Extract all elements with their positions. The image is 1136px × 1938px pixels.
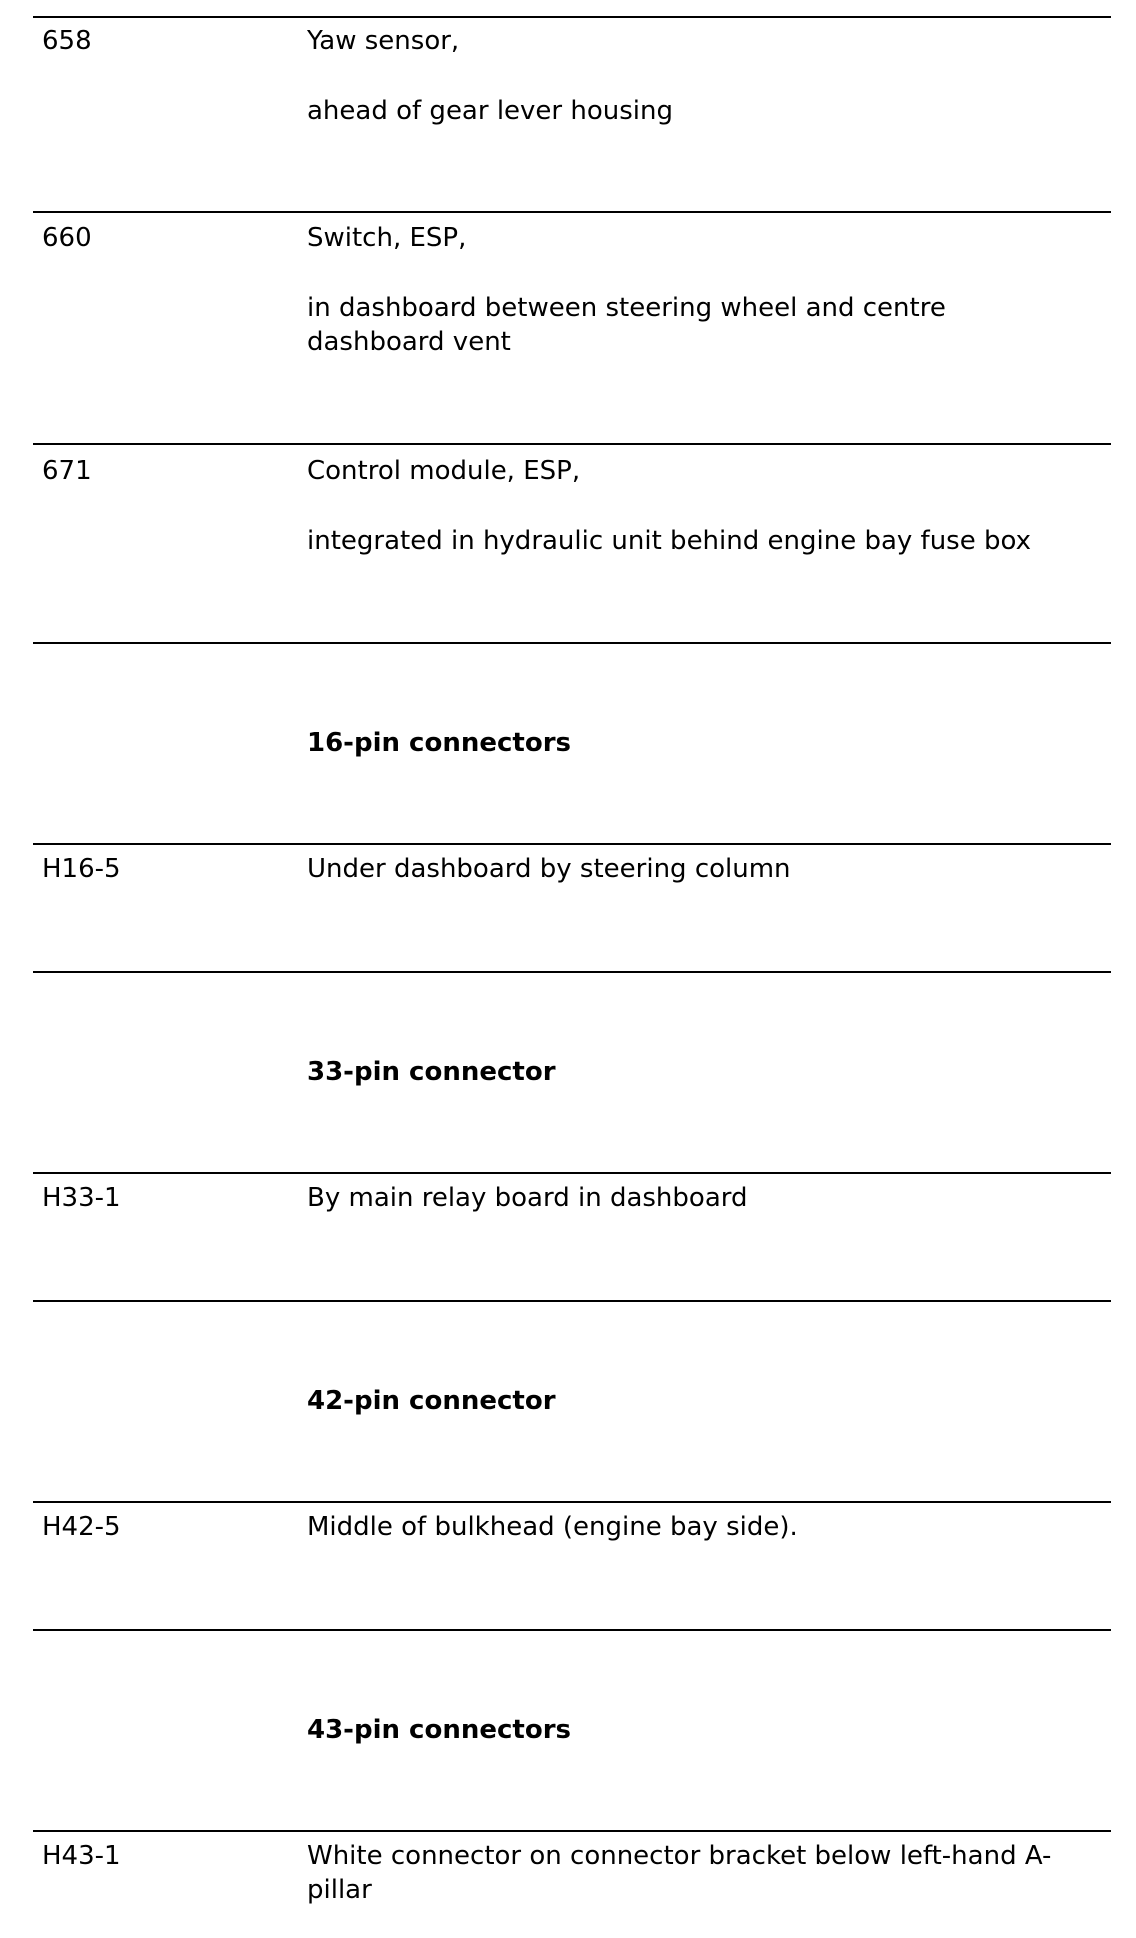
table-divider <box>33 1629 1111 1631</box>
component-title: Switch, ESP, <box>307 223 467 253</box>
table-divider <box>33 16 1111 18</box>
connector-code: H43-1 <box>42 1841 121 1871</box>
table-divider <box>33 642 1111 644</box>
section-heading: 33-pin connector <box>307 1057 556 1087</box>
table-divider <box>33 1172 1111 1174</box>
component-code: 660 <box>42 223 92 253</box>
table-divider <box>33 1830 1111 1832</box>
table-divider <box>33 1300 1111 1302</box>
table-divider <box>33 211 1111 213</box>
component-code: 671 <box>42 456 92 486</box>
component-detail: integrated in hydraulic unit behind engine bay fuse box <box>307 526 1031 556</box>
table-divider <box>33 971 1111 973</box>
connector-location: Under dashboard by steering column <box>307 854 791 884</box>
table-divider <box>33 443 1111 445</box>
connector-location: White connector on connector bracket below left-hand A-pillar <box>307 1841 1052 1905</box>
connector-location: By main relay board in dashboard <box>307 1183 748 1213</box>
section-heading: 16-pin connectors <box>307 728 571 758</box>
component-detail: in dashboard between steering wheel and centre dashboard vent <box>307 293 946 357</box>
table-divider <box>33 843 1111 845</box>
component-title: Control module, ESP, <box>307 456 581 486</box>
connector-code: H33-1 <box>42 1183 121 1213</box>
component-title: Yaw sensor, <box>307 26 460 56</box>
section-heading: 42-pin connector <box>307 1386 556 1416</box>
component-code: 658 <box>42 26 92 56</box>
connector-code: H16-5 <box>42 854 121 884</box>
connector-location: Middle of bulkhead (engine bay side). <box>307 1512 798 1542</box>
connector-code: H42-5 <box>42 1512 121 1542</box>
section-heading: 43-pin connectors <box>307 1715 571 1745</box>
component-detail: ahead of gear lever housing <box>307 96 673 126</box>
table-divider <box>33 1501 1111 1503</box>
